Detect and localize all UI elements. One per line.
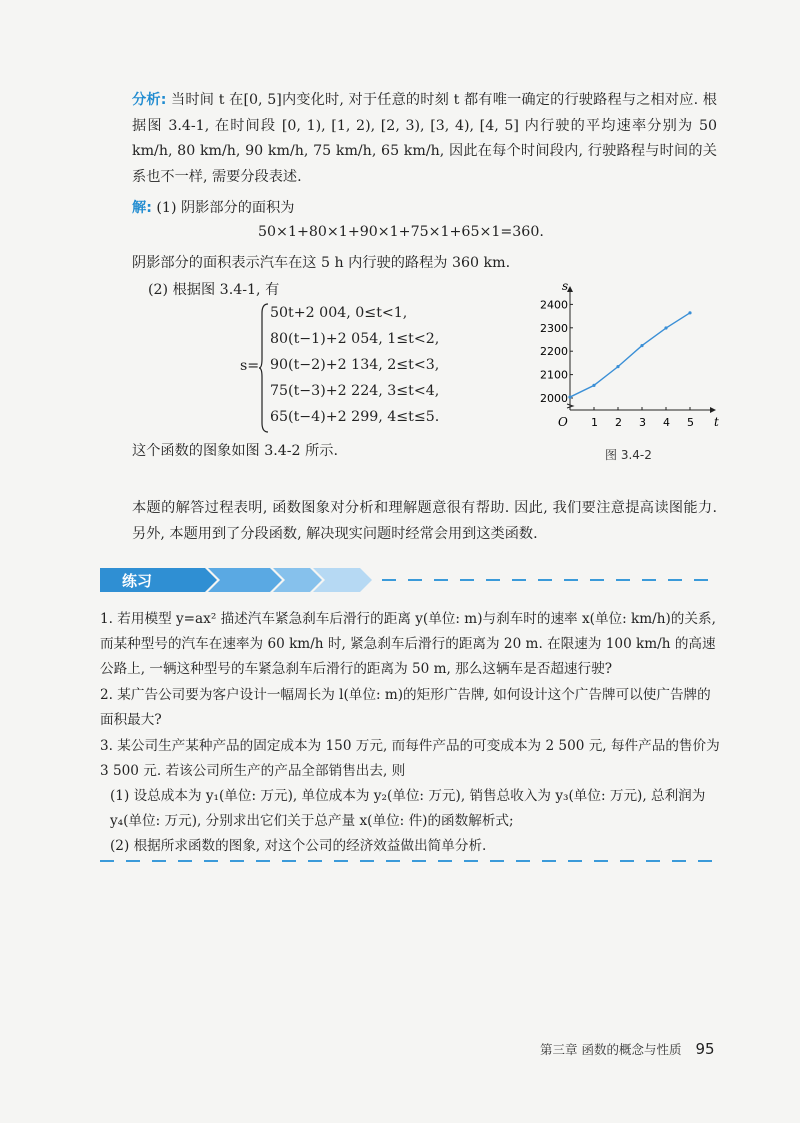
piece-3: 90(t−2)+2 134, 2≤t<3,: [270, 357, 440, 373]
data-point: [592, 384, 595, 387]
solution-part1-text: (1) 阴影部分的面积为: [156, 200, 295, 216]
x-tick-label: 1: [591, 416, 598, 429]
analysis-paragraph: [132, 88, 717, 190]
exercise-item-3: 3. 某公司生产某种产品的固定成本为 150 万元, 而每件产品的可变成本为 2 500 元, 每件产品的售价为 3 500 元. 若该公司所生产的产品全部销售出去, 则: [100, 738, 720, 779]
y-axis-label: s: [562, 280, 569, 293]
data-point: [664, 326, 667, 329]
page-number: 95: [695, 1040, 715, 1058]
x-tick-label: 4: [663, 416, 670, 429]
area-equation: 50×1+80×1+90×1+75×1+65×1=360.: [258, 224, 544, 240]
remark-paragraph: 本题的解答过程表明, 函数图象对分析和理解题意很有帮助. 因此, 我们要注意提高读图能力. 另外, 本题用到了分段函数, 解决现实问题时经常会用到这类函数.: [132, 500, 717, 542]
piecewise-brace: [259, 303, 269, 433]
exercise-item-1: 1. 若用模型 y=ax² 描述汽车紧急刹车后滑行的距离 y(单位: m)与刹车时的速率 x(单位: km/h)的关系, 而某种型号的汽车在速率为 60 km/h 时, 紧急刹车后滑行的距离为 20 m. 在限速为 100 km/h 的高速公路上, 一辆这种型号的车紧急刹车后滑行的距离为 50 m, 那么这辆车是否超速行驶?: [100, 611, 716, 677]
solution-part1-intro: [132, 197, 295, 217]
series-line: [570, 313, 690, 397]
exercise-bottom-divider: [100, 860, 720, 862]
solution-label: 解:: [132, 200, 152, 216]
x-tick-label: 2: [615, 416, 622, 429]
y-tick-label: 2400: [540, 298, 568, 312]
data-point: [688, 311, 691, 314]
origin-label: O: [558, 415, 568, 429]
exercise-item-2: 2. 某广告公司要为客户设计一幅周长为 l(单位: m)的矩形广告牌, 如何设计这个广告牌可以使广告牌的面积最大?: [100, 687, 711, 728]
y-tick-label: 2100: [540, 368, 568, 382]
data-point: [616, 365, 619, 368]
y-tick-label: 2000: [540, 392, 568, 405]
footer-chapter: 第三章 函数的概念与性质: [540, 1042, 682, 1057]
y-tick-label: 2300: [540, 321, 568, 335]
analysis-text: 当时间 t 在[0, 5]内变化时, 对于任意的时刻 t 都有唯一确定的行驶路程与之相对应. 根据图 3.4-1, 在时间段 [0, 1), [1, 2), [2, 3), [3, 4), [4, 5] 内行驶的平均速率分别为 50 km/h, 80 km/h, 90 km/h, 75 km/h, 65 km/h, 因此在每个时间段内, 行驶路程与时间的关系也不一样, 需要分段表述.: [132, 92, 717, 185]
exercise-subitem-1: (1) 设总成本为 y₁(单位: 万元), 单位成本为 y₂(单位: 万元), 销售总收入为 y₃(单位: 万元), 总利润为 y₄(单位: 万元), 分别求出它们关于总产量 x(单位: 件)的函数解析式;: [110, 788, 706, 829]
distance-time-chart: [522, 280, 722, 440]
piece-4: 75(t−3)+2 224, 3≤t<4,: [270, 383, 440, 399]
data-point: [640, 344, 643, 347]
exercise-subitem-2: (2) 根据所求函数的图象, 对这个公司的经济效益做出简单分析.: [110, 838, 487, 854]
y-tick-label: 2200: [540, 345, 568, 359]
graph-note: 这个函数的图象如图 3.4-2 所示.: [132, 443, 338, 459]
page-footer: [540, 1040, 715, 1058]
piece-1: 50t+2 004, 0≤t<1,: [270, 305, 408, 321]
s-label: s=: [240, 358, 260, 374]
chart-caption: 图 3.4-2: [605, 448, 652, 462]
analysis-label: 分析:: [132, 92, 167, 108]
exercise-title: 练习: [122, 572, 153, 590]
x-axis-label: t: [714, 415, 719, 429]
area-meaning: 阴影部分的面积表示汽车在这 5 h 内行驶的路程为 360 km.: [132, 255, 511, 271]
x-axis-arrow: [710, 407, 716, 413]
solution-part2-intro: (2) 根据图 3.4-1, 有: [148, 282, 280, 298]
piece-5: 65(t−4)+2 299, 4≤t≤5.: [270, 409, 440, 425]
x-tick-label: 5: [687, 416, 694, 429]
exercise-header-bar: [100, 568, 720, 592]
data-point: [568, 395, 571, 398]
x-tick-label: 3: [639, 416, 646, 429]
piece-2: 80(t−1)+2 054, 1≤t<2,: [270, 331, 440, 347]
